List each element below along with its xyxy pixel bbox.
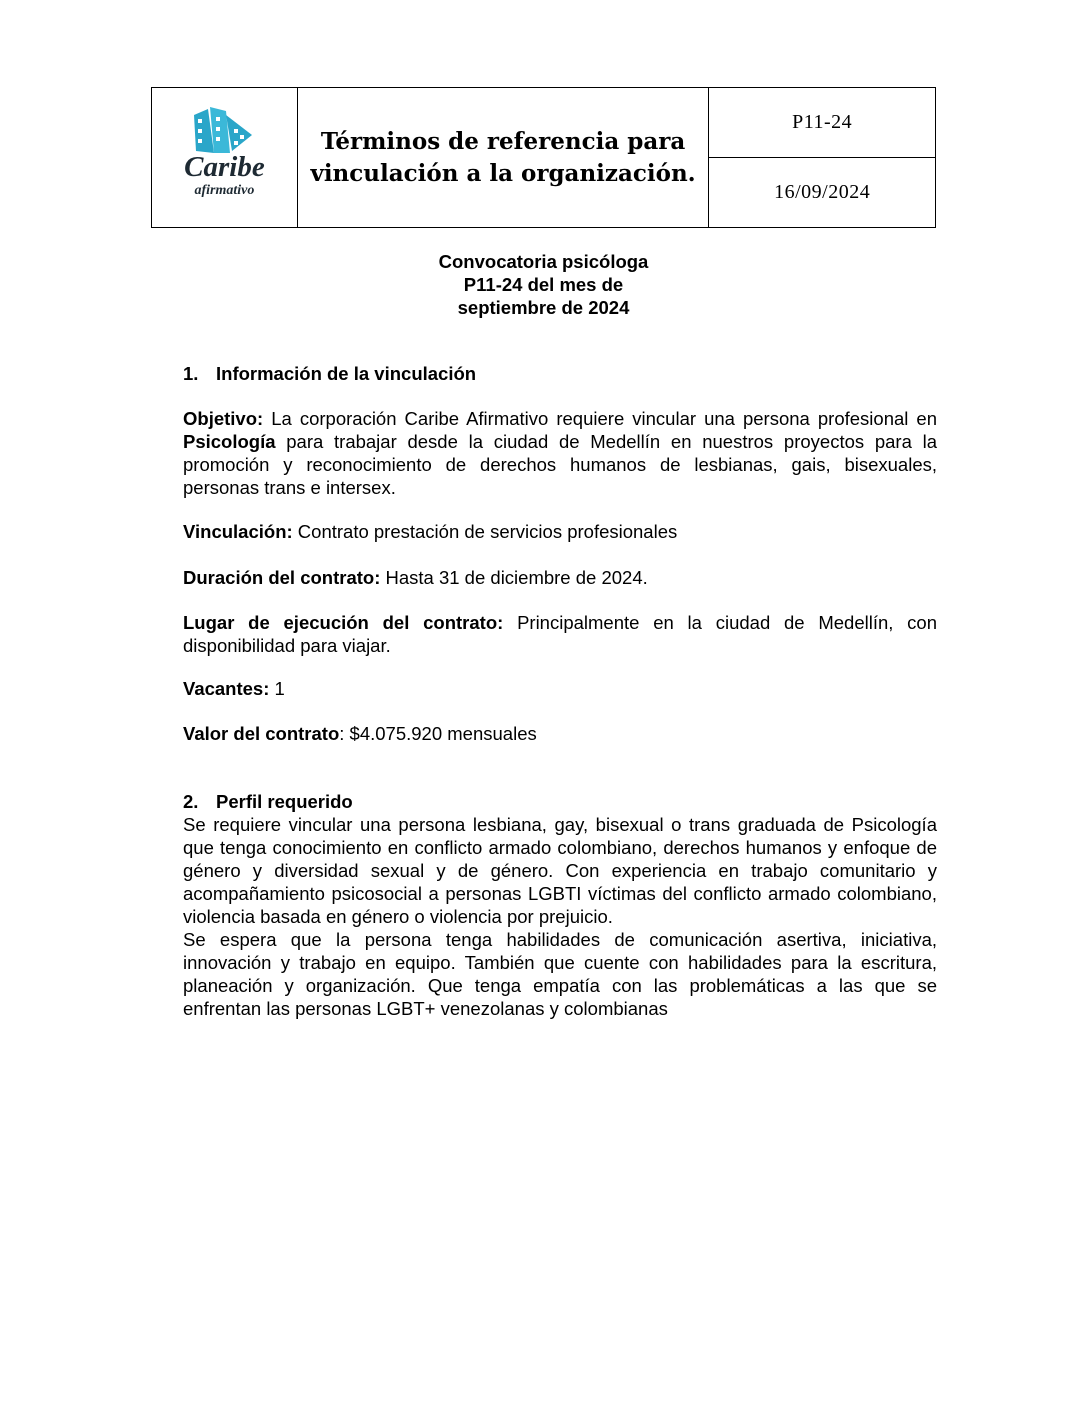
lugar-label: Lugar de ejecución del contrato: (183, 612, 504, 633)
valor-text: : $4.075.920 mensuales (339, 723, 537, 744)
logo-subtext: afirmativo (194, 183, 255, 198)
section2-paragraph1: Se requiere vincular una persona lesbiana, gay, bisexual o trans graduada de Psicología que tenga conocimiento en conflicto armado colombiano, derechos humanos y enfoque de género y diversidad sexual y de género. Con experiencia en trabajo comunitario y acompañamiento psicosocial a personas LGBTI víctimas del conflicto armado colombiano, violencia basada en género o violencia por prejuicio. (183, 814, 937, 927)
vinculacion-label: Vinculación: (183, 521, 293, 542)
section1 (183, 362, 937, 385)
vacantes-text: 1 (269, 678, 285, 699)
lugar-paragraph (183, 611, 937, 657)
section1-number: 1. (183, 363, 199, 384)
objetivo-paragraph (183, 407, 937, 499)
document-header-table (151, 87, 936, 228)
document-code: P11-24 (709, 88, 936, 158)
duracion-paragraph (183, 566, 937, 589)
convocatoria-line2: P11-24 del mes de (463, 274, 624, 295)
vinculacion-paragraph (183, 520, 937, 543)
convocatoria-line3: septiembre de 2024 (457, 297, 630, 318)
section1-title: Información de la vinculación (216, 363, 477, 384)
objetivo-label: Objetivo: (183, 408, 264, 429)
duracion-label: Duración del contrato: (183, 567, 381, 588)
document-title-line1: Términos de referencia para (320, 127, 686, 155)
logo-film-icon (176, 105, 272, 155)
objetivo-text-a: La corporación Caribe Afirmativo requiere vincular una persona profesional en (263, 408, 937, 429)
caribe-afirmativo-logo (176, 105, 272, 205)
convocatoria-title (151, 250, 936, 319)
vinculacion-text: Contrato prestación de servicios profesionales (292, 521, 678, 542)
logo-text: Caribe (184, 151, 265, 183)
section2-paragraph2: Se espera que la persona tenga habilidades de comunicación asertiva, iniciativa, innovación y trabajo en equipo. También que cuente con habilidades para la escritura, planeación y organización. Que tenga empatía con las problemáticas a las que se enfrentan las personas LGBT+ venezolanas y colombianas (183, 929, 937, 1019)
vacantes-paragraph (183, 677, 937, 700)
section2-number: 2. (183, 791, 199, 812)
valor-label: Valor del contrato (183, 723, 340, 744)
logo-cell (152, 88, 298, 228)
objetivo-text-b: para trabajar desde la ciudad de Medellín en nuestros proyectos para la promoción y reconocimiento de derechos humanos de lesbianas, gais, bisexuales, personas trans e intersex. (183, 431, 937, 498)
section2-title: Perfil requerido (216, 791, 353, 812)
section2 (183, 790, 937, 1020)
document-title-line2: vinculación a la organización. (310, 159, 696, 187)
lugar-text: Principalmente en la ciudad de Medellín, con disponibilidad para viajar. (183, 612, 938, 656)
section2-heading (183, 790, 937, 813)
convocatoria-line1: Convocatoria psicóloga (438, 251, 649, 272)
document-title (297, 88, 708, 228)
section1-heading (183, 362, 937, 385)
duracion-text: Hasta 31 de diciembre de 2024. (380, 567, 648, 588)
valor-paragraph (183, 722, 937, 745)
document-date: 16/09/2024 (709, 158, 936, 228)
objetivo-bold: Psicología (183, 431, 276, 452)
vacantes-label: Vacantes: (183, 678, 270, 699)
